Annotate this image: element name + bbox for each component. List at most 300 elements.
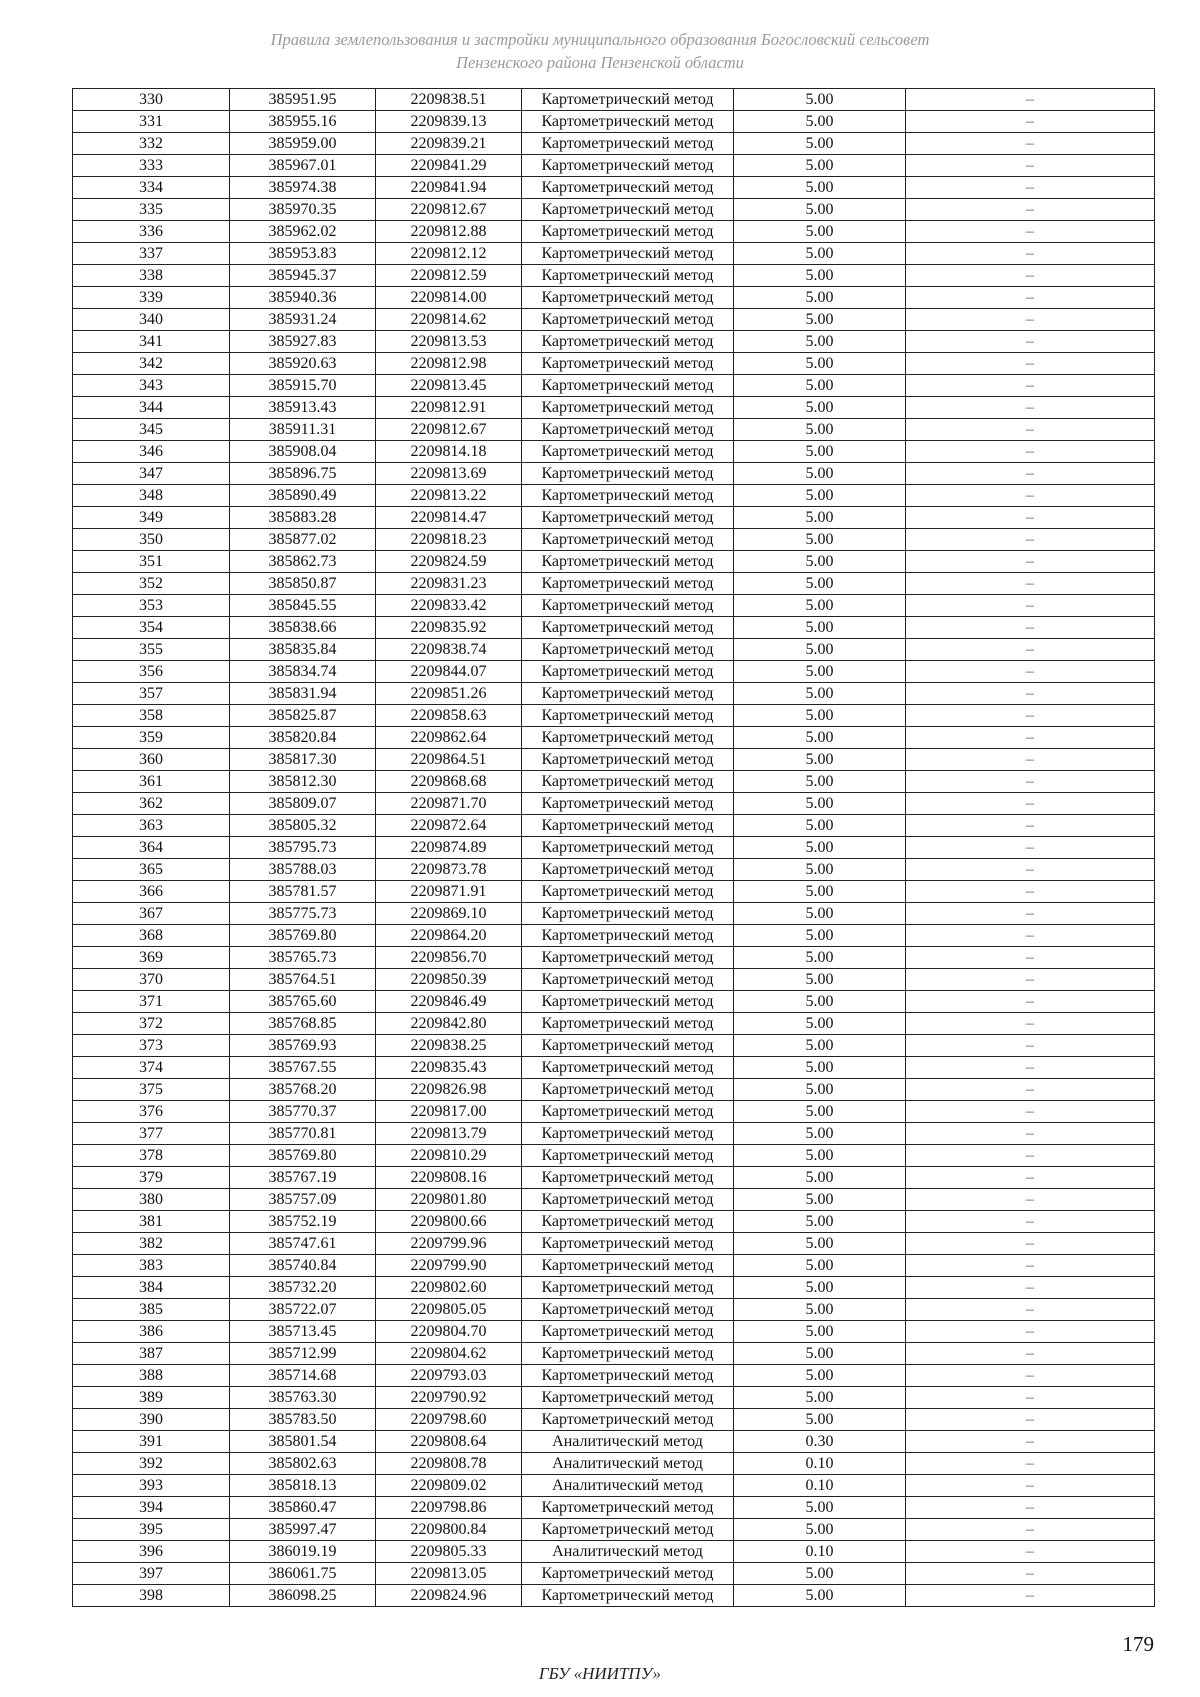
note-cell: – bbox=[906, 1563, 1155, 1585]
method-cell: Картометрический метод bbox=[522, 837, 734, 859]
point-number-cell: 339 bbox=[73, 287, 230, 309]
accuracy-cell: 5.00 bbox=[734, 397, 906, 419]
x-coordinate-cell: 385962.02 bbox=[230, 221, 376, 243]
header-line-2: Пензенского района Пензенской области bbox=[456, 53, 744, 72]
method-cell: Картометрический метод bbox=[522, 925, 734, 947]
table-row bbox=[73, 133, 1155, 155]
method-cell: Картометрический метод bbox=[522, 1321, 734, 1343]
method-cell: Картометрический метод bbox=[522, 1013, 734, 1035]
table-row bbox=[73, 727, 1155, 749]
method-cell: Картометрический метод bbox=[522, 859, 734, 881]
table-row bbox=[73, 243, 1155, 265]
y-coordinate-cell: 2209851.26 bbox=[376, 683, 522, 705]
point-number-cell: 367 bbox=[73, 903, 230, 925]
y-coordinate-cell: 2209813.45 bbox=[376, 375, 522, 397]
accuracy-cell: 0.30 bbox=[734, 1431, 906, 1453]
x-coordinate-cell: 385805.32 bbox=[230, 815, 376, 837]
note-cell: – bbox=[906, 727, 1155, 749]
table-row bbox=[73, 661, 1155, 683]
y-coordinate-cell: 2209864.51 bbox=[376, 749, 522, 771]
y-coordinate-cell: 2209799.96 bbox=[376, 1233, 522, 1255]
method-cell: Аналитический метод bbox=[522, 1431, 734, 1453]
note-cell: – bbox=[906, 1145, 1155, 1167]
method-cell: Картометрический метод bbox=[522, 243, 734, 265]
point-number-cell: 358 bbox=[73, 705, 230, 727]
x-coordinate-cell: 385883.28 bbox=[230, 507, 376, 529]
accuracy-cell: 5.00 bbox=[734, 573, 906, 595]
x-coordinate-cell: 385764.51 bbox=[230, 969, 376, 991]
note-cell: – bbox=[906, 1189, 1155, 1211]
method-cell: Картометрический метод bbox=[522, 1035, 734, 1057]
table-row bbox=[73, 485, 1155, 507]
table-row bbox=[73, 309, 1155, 331]
method-cell: Картометрический метод bbox=[522, 419, 734, 441]
accuracy-cell: 0.10 bbox=[734, 1453, 906, 1475]
point-number-cell: 347 bbox=[73, 463, 230, 485]
accuracy-cell: 5.00 bbox=[734, 89, 906, 111]
table-row bbox=[73, 1255, 1155, 1277]
accuracy-cell: 5.00 bbox=[734, 815, 906, 837]
y-coordinate-cell: 2209818.23 bbox=[376, 529, 522, 551]
point-number-cell: 379 bbox=[73, 1167, 230, 1189]
table-row bbox=[73, 1145, 1155, 1167]
x-coordinate-cell: 385834.74 bbox=[230, 661, 376, 683]
method-cell: Картометрический метод bbox=[522, 221, 734, 243]
point-number-cell: 340 bbox=[73, 309, 230, 331]
note-cell: – bbox=[906, 1101, 1155, 1123]
point-number-cell: 343 bbox=[73, 375, 230, 397]
accuracy-cell: 5.00 bbox=[734, 485, 906, 507]
point-number-cell: 335 bbox=[73, 199, 230, 221]
table-row bbox=[73, 199, 1155, 221]
table-row bbox=[73, 771, 1155, 793]
y-coordinate-cell: 2209817.00 bbox=[376, 1101, 522, 1123]
y-coordinate-cell: 2209793.03 bbox=[376, 1365, 522, 1387]
x-coordinate-cell: 385781.57 bbox=[230, 881, 376, 903]
table-row bbox=[73, 749, 1155, 771]
note-cell: – bbox=[906, 749, 1155, 771]
method-cell: Картометрический метод bbox=[522, 683, 734, 705]
table-row bbox=[73, 353, 1155, 375]
accuracy-cell: 5.00 bbox=[734, 1211, 906, 1233]
point-number-cell: 382 bbox=[73, 1233, 230, 1255]
point-number-cell: 334 bbox=[73, 177, 230, 199]
method-cell: Картометрический метод bbox=[522, 771, 734, 793]
method-cell: Картометрический метод bbox=[522, 1299, 734, 1321]
table-row bbox=[73, 1519, 1155, 1541]
accuracy-cell: 5.00 bbox=[734, 221, 906, 243]
x-coordinate-cell: 385831.94 bbox=[230, 683, 376, 705]
point-number-cell: 396 bbox=[73, 1541, 230, 1563]
y-coordinate-cell: 2209841.29 bbox=[376, 155, 522, 177]
table-row bbox=[73, 1167, 1155, 1189]
method-cell: Картометрический метод bbox=[522, 1079, 734, 1101]
note-cell: – bbox=[906, 617, 1155, 639]
table-row bbox=[73, 1365, 1155, 1387]
x-coordinate-cell: 385769.80 bbox=[230, 925, 376, 947]
accuracy-cell: 5.00 bbox=[734, 1079, 906, 1101]
note-cell: – bbox=[906, 1453, 1155, 1475]
table-row bbox=[73, 463, 1155, 485]
point-number-cell: 386 bbox=[73, 1321, 230, 1343]
y-coordinate-cell: 2209805.33 bbox=[376, 1541, 522, 1563]
note-cell: – bbox=[906, 1035, 1155, 1057]
x-coordinate-cell: 385765.60 bbox=[230, 991, 376, 1013]
table-row bbox=[73, 837, 1155, 859]
method-cell: Картометрический метод bbox=[522, 1233, 734, 1255]
method-cell: Картометрический метод bbox=[522, 749, 734, 771]
y-coordinate-cell: 2209814.62 bbox=[376, 309, 522, 331]
y-coordinate-cell: 2209798.60 bbox=[376, 1409, 522, 1431]
y-coordinate-cell: 2209871.91 bbox=[376, 881, 522, 903]
point-number-cell: 338 bbox=[73, 265, 230, 287]
point-number-cell: 372 bbox=[73, 1013, 230, 1035]
point-number-cell: 392 bbox=[73, 1453, 230, 1475]
point-number-cell: 378 bbox=[73, 1145, 230, 1167]
x-coordinate-cell: 385953.83 bbox=[230, 243, 376, 265]
x-coordinate-cell: 385802.63 bbox=[230, 1453, 376, 1475]
accuracy-cell: 5.00 bbox=[734, 859, 906, 881]
accuracy-cell: 5.00 bbox=[734, 639, 906, 661]
y-coordinate-cell: 2209790.92 bbox=[376, 1387, 522, 1409]
note-cell: – bbox=[906, 1079, 1155, 1101]
note-cell: – bbox=[906, 1497, 1155, 1519]
y-coordinate-cell: 2209812.12 bbox=[376, 243, 522, 265]
method-cell: Картометрический метод bbox=[522, 1123, 734, 1145]
note-cell: – bbox=[906, 859, 1155, 881]
note-cell: – bbox=[906, 683, 1155, 705]
note-cell: – bbox=[906, 419, 1155, 441]
method-cell: Аналитический метод bbox=[522, 1475, 734, 1497]
table-row bbox=[73, 1299, 1155, 1321]
x-coordinate-cell: 385768.85 bbox=[230, 1013, 376, 1035]
note-cell: – bbox=[906, 155, 1155, 177]
x-coordinate-cell: 385825.87 bbox=[230, 705, 376, 727]
note-cell: – bbox=[906, 221, 1155, 243]
accuracy-cell: 5.00 bbox=[734, 1233, 906, 1255]
x-coordinate-cell: 385890.49 bbox=[230, 485, 376, 507]
accuracy-cell: 5.00 bbox=[734, 1365, 906, 1387]
y-coordinate-cell: 2209800.66 bbox=[376, 1211, 522, 1233]
y-coordinate-cell: 2209846.49 bbox=[376, 991, 522, 1013]
method-cell: Аналитический метод bbox=[522, 1453, 734, 1475]
method-cell: Картометрический метод bbox=[522, 1057, 734, 1079]
y-coordinate-cell: 2209850.39 bbox=[376, 969, 522, 991]
note-cell: – bbox=[906, 705, 1155, 727]
table-row bbox=[73, 529, 1155, 551]
x-coordinate-cell: 385959.00 bbox=[230, 133, 376, 155]
method-cell: Картометрический метод bbox=[522, 485, 734, 507]
x-coordinate-cell: 385714.68 bbox=[230, 1365, 376, 1387]
y-coordinate-cell: 2209824.59 bbox=[376, 551, 522, 573]
note-cell: – bbox=[906, 1299, 1155, 1321]
note-cell: – bbox=[906, 1013, 1155, 1035]
method-cell: Картометрический метод bbox=[522, 1167, 734, 1189]
point-number-cell: 376 bbox=[73, 1101, 230, 1123]
y-coordinate-cell: 2209824.96 bbox=[376, 1585, 522, 1607]
accuracy-cell: 5.00 bbox=[734, 1299, 906, 1321]
table-row bbox=[73, 1321, 1155, 1343]
y-coordinate-cell: 2209813.79 bbox=[376, 1123, 522, 1145]
y-coordinate-cell: 2209872.64 bbox=[376, 815, 522, 837]
note-cell: – bbox=[906, 375, 1155, 397]
x-coordinate-cell: 385767.19 bbox=[230, 1167, 376, 1189]
table-row bbox=[73, 287, 1155, 309]
accuracy-cell: 5.00 bbox=[734, 331, 906, 353]
x-coordinate-cell: 385817.30 bbox=[230, 749, 376, 771]
y-coordinate-cell: 2209808.64 bbox=[376, 1431, 522, 1453]
method-cell: Картометрический метод bbox=[522, 265, 734, 287]
accuracy-cell: 5.00 bbox=[734, 1409, 906, 1431]
note-cell: – bbox=[906, 595, 1155, 617]
point-number-cell: 363 bbox=[73, 815, 230, 837]
note-cell: – bbox=[906, 661, 1155, 683]
x-coordinate-cell: 385788.03 bbox=[230, 859, 376, 881]
point-number-cell: 352 bbox=[73, 573, 230, 595]
method-cell: Картометрический метод bbox=[522, 595, 734, 617]
accuracy-cell: 5.00 bbox=[734, 661, 906, 683]
x-coordinate-cell: 385763.30 bbox=[230, 1387, 376, 1409]
note-cell: – bbox=[906, 353, 1155, 375]
y-coordinate-cell: 2209831.23 bbox=[376, 573, 522, 595]
table-row bbox=[73, 1079, 1155, 1101]
note-cell: – bbox=[906, 309, 1155, 331]
y-coordinate-cell: 2209862.64 bbox=[376, 727, 522, 749]
y-coordinate-cell: 2209798.86 bbox=[376, 1497, 522, 1519]
y-coordinate-cell: 2209842.80 bbox=[376, 1013, 522, 1035]
method-cell: Картометрический метод bbox=[522, 375, 734, 397]
note-cell: – bbox=[906, 771, 1155, 793]
table-row bbox=[73, 1409, 1155, 1431]
point-number-cell: 345 bbox=[73, 419, 230, 441]
y-coordinate-cell: 2209813.22 bbox=[376, 485, 522, 507]
y-coordinate-cell: 2209864.20 bbox=[376, 925, 522, 947]
accuracy-cell: 5.00 bbox=[734, 1519, 906, 1541]
y-coordinate-cell: 2209800.84 bbox=[376, 1519, 522, 1541]
accuracy-cell: 5.00 bbox=[734, 1057, 906, 1079]
header-line-1: Правила землепользования и застройки муниципального образования Богословский сельсовет bbox=[270, 30, 930, 49]
y-coordinate-cell: 2209838.25 bbox=[376, 1035, 522, 1057]
x-coordinate-cell: 385896.75 bbox=[230, 463, 376, 485]
y-coordinate-cell: 2209813.69 bbox=[376, 463, 522, 485]
method-cell: Картометрический метод bbox=[522, 155, 734, 177]
x-coordinate-cell: 386061.75 bbox=[230, 1563, 376, 1585]
note-cell: – bbox=[906, 1321, 1155, 1343]
method-cell: Картометрический метод bbox=[522, 177, 734, 199]
accuracy-cell: 5.00 bbox=[734, 243, 906, 265]
table-row bbox=[73, 617, 1155, 639]
y-coordinate-cell: 2209812.91 bbox=[376, 397, 522, 419]
method-cell: Картометрический метод bbox=[522, 1585, 734, 1607]
point-number-cell: 381 bbox=[73, 1211, 230, 1233]
table-row bbox=[73, 397, 1155, 419]
y-coordinate-cell: 2209814.00 bbox=[376, 287, 522, 309]
y-coordinate-cell: 2209812.67 bbox=[376, 199, 522, 221]
method-cell: Картометрический метод bbox=[522, 661, 734, 683]
accuracy-cell: 5.00 bbox=[734, 441, 906, 463]
x-coordinate-cell: 385940.36 bbox=[230, 287, 376, 309]
method-cell: Картометрический метод bbox=[522, 1409, 734, 1431]
method-cell: Картометрический метод bbox=[522, 617, 734, 639]
accuracy-cell: 5.00 bbox=[734, 1321, 906, 1343]
note-cell: – bbox=[906, 507, 1155, 529]
point-number-cell: 387 bbox=[73, 1343, 230, 1365]
x-coordinate-cell: 385783.50 bbox=[230, 1409, 376, 1431]
x-coordinate-cell: 385765.73 bbox=[230, 947, 376, 969]
table-row bbox=[73, 551, 1155, 573]
x-coordinate-cell: 385850.87 bbox=[230, 573, 376, 595]
note-cell: – bbox=[906, 837, 1155, 859]
method-cell: Картометрический метод bbox=[522, 199, 734, 221]
note-cell: – bbox=[906, 397, 1155, 419]
method-cell: Картометрический метод bbox=[522, 441, 734, 463]
x-coordinate-cell: 385713.45 bbox=[230, 1321, 376, 1343]
point-number-cell: 351 bbox=[73, 551, 230, 573]
table-row bbox=[73, 265, 1155, 287]
note-cell: – bbox=[906, 947, 1155, 969]
y-coordinate-cell: 2209812.88 bbox=[376, 221, 522, 243]
x-coordinate-cell: 385908.04 bbox=[230, 441, 376, 463]
x-coordinate-cell: 385722.07 bbox=[230, 1299, 376, 1321]
note-cell: – bbox=[906, 463, 1155, 485]
accuracy-cell: 5.00 bbox=[734, 881, 906, 903]
table-row bbox=[73, 1101, 1155, 1123]
y-coordinate-cell: 2209812.59 bbox=[376, 265, 522, 287]
note-cell: – bbox=[906, 287, 1155, 309]
note-cell: – bbox=[906, 925, 1155, 947]
method-cell: Картометрический метод bbox=[522, 551, 734, 573]
method-cell: Картометрический метод bbox=[522, 727, 734, 749]
page-footer: ГБУ «НИИТПУ» bbox=[538, 1664, 662, 1683]
point-number-cell: 393 bbox=[73, 1475, 230, 1497]
x-coordinate-cell: 385931.24 bbox=[230, 309, 376, 331]
method-cell: Картометрический метод bbox=[522, 1189, 734, 1211]
table-row bbox=[73, 859, 1155, 881]
accuracy-cell: 5.00 bbox=[734, 925, 906, 947]
method-cell: Картометрический метод bbox=[522, 507, 734, 529]
note-cell: – bbox=[906, 133, 1155, 155]
coordinates-table-body bbox=[73, 89, 1155, 1607]
point-number-cell: 385 bbox=[73, 1299, 230, 1321]
y-coordinate-cell: 2209858.63 bbox=[376, 705, 522, 727]
note-cell: – bbox=[906, 485, 1155, 507]
note-cell: – bbox=[906, 1365, 1155, 1387]
method-cell: Картометрический метод bbox=[522, 1497, 734, 1519]
x-coordinate-cell: 385974.38 bbox=[230, 177, 376, 199]
table-row bbox=[73, 947, 1155, 969]
x-coordinate-cell: 385757.09 bbox=[230, 1189, 376, 1211]
y-coordinate-cell: 2209804.62 bbox=[376, 1343, 522, 1365]
point-number-cell: 350 bbox=[73, 529, 230, 551]
method-cell: Аналитический метод bbox=[522, 1541, 734, 1563]
note-cell: – bbox=[906, 639, 1155, 661]
x-coordinate-cell: 385860.47 bbox=[230, 1497, 376, 1519]
x-coordinate-cell: 386098.25 bbox=[230, 1585, 376, 1607]
table-row bbox=[73, 1431, 1155, 1453]
note-cell: – bbox=[906, 89, 1155, 111]
accuracy-cell: 5.00 bbox=[734, 199, 906, 221]
table-row bbox=[73, 793, 1155, 815]
table-row bbox=[73, 881, 1155, 903]
x-coordinate-cell: 385838.66 bbox=[230, 617, 376, 639]
point-number-cell: 353 bbox=[73, 595, 230, 617]
accuracy-cell: 5.00 bbox=[734, 837, 906, 859]
y-coordinate-cell: 2209839.21 bbox=[376, 133, 522, 155]
y-coordinate-cell: 2209844.07 bbox=[376, 661, 522, 683]
point-number-cell: 395 bbox=[73, 1519, 230, 1541]
x-coordinate-cell: 385967.01 bbox=[230, 155, 376, 177]
x-coordinate-cell: 385862.73 bbox=[230, 551, 376, 573]
y-coordinate-cell: 2209810.29 bbox=[376, 1145, 522, 1167]
table-row bbox=[73, 1211, 1155, 1233]
point-number-cell: 370 bbox=[73, 969, 230, 991]
x-coordinate-cell: 385877.02 bbox=[230, 529, 376, 551]
x-coordinate-cell: 385915.70 bbox=[230, 375, 376, 397]
accuracy-cell: 5.00 bbox=[734, 507, 906, 529]
point-number-cell: 355 bbox=[73, 639, 230, 661]
point-number-cell: 361 bbox=[73, 771, 230, 793]
y-coordinate-cell: 2209873.78 bbox=[376, 859, 522, 881]
point-number-cell: 349 bbox=[73, 507, 230, 529]
method-cell: Картометрический метод bbox=[522, 133, 734, 155]
note-cell: – bbox=[906, 199, 1155, 221]
x-coordinate-cell: 385770.81 bbox=[230, 1123, 376, 1145]
table-row bbox=[73, 1387, 1155, 1409]
point-number-cell: 390 bbox=[73, 1409, 230, 1431]
accuracy-cell: 5.00 bbox=[734, 595, 906, 617]
accuracy-cell: 5.00 bbox=[734, 133, 906, 155]
y-coordinate-cell: 2209808.78 bbox=[376, 1453, 522, 1475]
y-coordinate-cell: 2209835.92 bbox=[376, 617, 522, 639]
y-coordinate-cell: 2209868.68 bbox=[376, 771, 522, 793]
x-coordinate-cell: 385769.80 bbox=[230, 1145, 376, 1167]
y-coordinate-cell: 2209856.70 bbox=[376, 947, 522, 969]
x-coordinate-cell: 385927.83 bbox=[230, 331, 376, 353]
x-coordinate-cell: 386019.19 bbox=[230, 1541, 376, 1563]
table-row bbox=[73, 1057, 1155, 1079]
accuracy-cell: 5.00 bbox=[734, 1497, 906, 1519]
table-row bbox=[73, 155, 1155, 177]
x-coordinate-cell: 385951.95 bbox=[230, 89, 376, 111]
table-row bbox=[73, 375, 1155, 397]
x-coordinate-cell: 385795.73 bbox=[230, 837, 376, 859]
x-coordinate-cell: 385732.20 bbox=[230, 1277, 376, 1299]
x-coordinate-cell: 385911.31 bbox=[230, 419, 376, 441]
y-coordinate-cell: 2209804.70 bbox=[376, 1321, 522, 1343]
table-row bbox=[73, 1497, 1155, 1519]
point-number-cell: 362 bbox=[73, 793, 230, 815]
accuracy-cell: 5.00 bbox=[734, 463, 906, 485]
point-number-cell: 366 bbox=[73, 881, 230, 903]
point-number-cell: 383 bbox=[73, 1255, 230, 1277]
note-cell: – bbox=[906, 1387, 1155, 1409]
note-cell: – bbox=[906, 1475, 1155, 1497]
y-coordinate-cell: 2209805.05 bbox=[376, 1299, 522, 1321]
y-coordinate-cell: 2209841.94 bbox=[376, 177, 522, 199]
table-row bbox=[73, 221, 1155, 243]
point-number-cell: 398 bbox=[73, 1585, 230, 1607]
coordinates-table bbox=[72, 88, 1155, 1607]
table-row bbox=[73, 1563, 1155, 1585]
y-coordinate-cell: 2209869.10 bbox=[376, 903, 522, 925]
point-number-cell: 330 bbox=[73, 89, 230, 111]
y-coordinate-cell: 2209808.16 bbox=[376, 1167, 522, 1189]
accuracy-cell: 5.00 bbox=[734, 727, 906, 749]
note-cell: – bbox=[906, 815, 1155, 837]
accuracy-cell: 5.00 bbox=[734, 1145, 906, 1167]
method-cell: Картометрический метод bbox=[522, 89, 734, 111]
point-number-cell: 369 bbox=[73, 947, 230, 969]
